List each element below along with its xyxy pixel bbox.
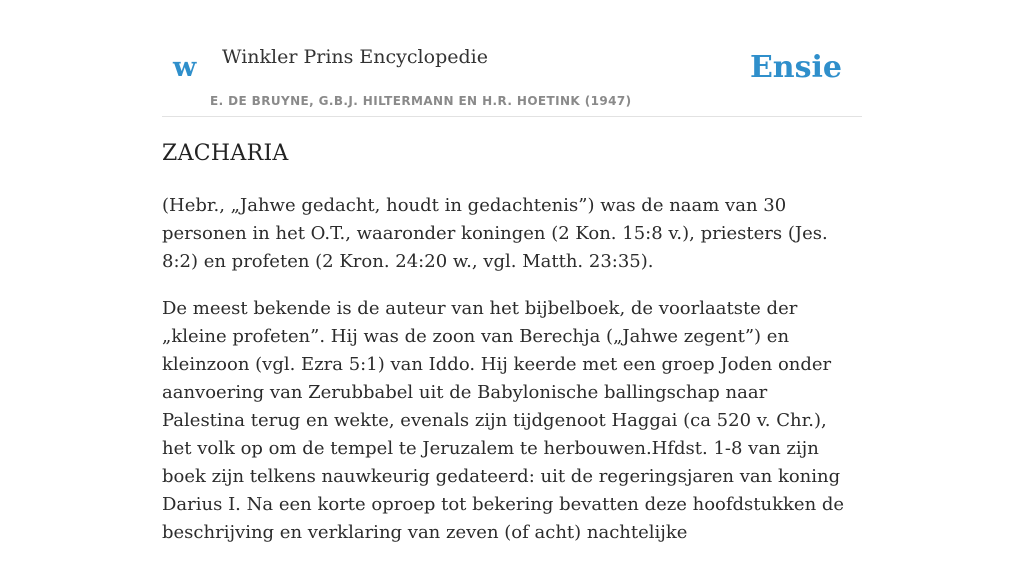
article-body: [162, 192, 852, 566]
article-paragraph: De meest bekende is de auteur van het bijbelboek, de voorlaatste der „kleine profeten”. Hij was de zoon van Berechja („Jahwe zegent”) en kleinzoon (vgl. Ezra 5:1) van Iddo. Hij keerde met een groep Joden onder aanvoering van Zerubbabel uit de Babylonische ballingschap naar Palestina terug en wekte, evenals zijn tijdgenoot Haggai (ca 520 v. Chr.), het volk op om de tempel te Jeruzalem te herbouwen.Hfdst. 1-8 van zijn boek zijn telkens nauwkeurig gedateerd: uit de regeringsjaren van koning Darius I. Na een korte oproep tot bekering bevatten deze hoofdstukken de beschrijving en verklaring van zeven (of acht) nachtelijke: [162, 298, 845, 543]
source-authors: E. DE BRUYNE, G.B.J. HILTERMANN EN H.R. HOETINK (1947): [210, 94, 632, 108]
article-title: ZACHARIA: [162, 141, 289, 166]
ensie-logo-link[interactable]: Ensie: [749, 50, 842, 85]
article-paragraph: (Hebr., „Jahwe gedacht, houdt in gedachtenis”) was de naam van 30 personen in het O.T., waaronder koningen (2 Kon. 15:8 v.), priesters (Jes. 8:2) en profeten (2 Kron. 24:20 w., vgl. Matth. 23:35).: [162, 195, 828, 272]
source-title[interactable]: Winkler Prins Encyclopedie: [222, 46, 488, 68]
site-header: [162, 0, 862, 117]
winkler-prins-logo[interactable]: w: [173, 52, 197, 83]
